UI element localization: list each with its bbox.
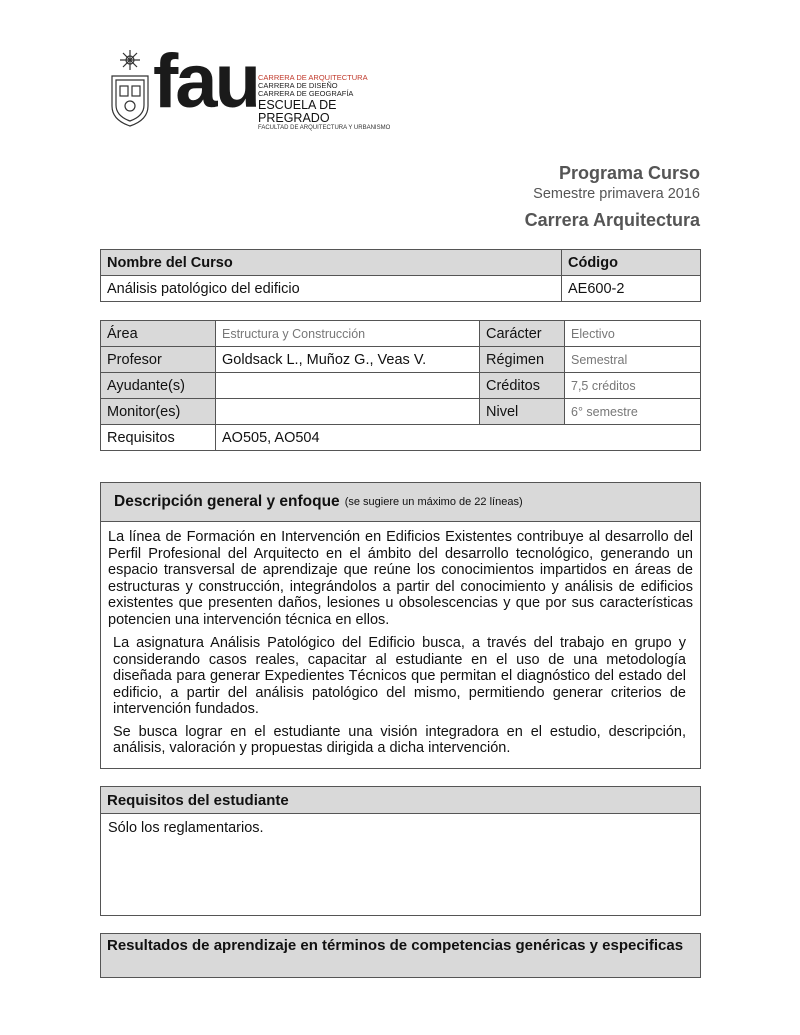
description-section (100, 482, 701, 769)
description-paragraph-1: La línea de Formación en Intervención en Edificios Existentes contribuye al desarrollo del Perfil Profesional del Arquitecto en el ámbito del desarrollo tecnológico, generando un espacio transversal de aprendizaje que reúne los conocimientos impartidos en áreas de estructuras y construcción, integrándolos a partir del conocimiento y análisis de edificios existentes que presenten daños, lesiones u obsolescencias y que por sus características potencien una intervención técnica en ellos. (108, 529, 693, 628)
description-title: Descripción general y enfoque (114, 493, 340, 510)
course-name-header: Nombre del Curso (101, 250, 562, 276)
logo-line-escuela: ESCUELA DE PREGRADO (258, 97, 337, 125)
logo-line-diseno: CARRERA DE DISEÑO (258, 80, 338, 90)
monitor-label: Monitor(es) (101, 399, 216, 425)
career-title: Carrera Arquitectura (524, 210, 700, 230)
description-subtitle: (se sugiere un máximo de 22 líneas) (344, 496, 523, 508)
monitor-value (216, 399, 480, 425)
nivel-label: Nivel (480, 399, 565, 425)
area-value: Estructura y Construcción (216, 321, 480, 347)
student-requirements-value: Sólo los reglamentarios. (108, 820, 264, 836)
area-label: Área (101, 321, 216, 347)
learning-results-section (100, 933, 701, 978)
description-paragraph-2: La asignatura Análisis Patológico del Edificio busca, a través del trabajo en grupo y considerando casos reales, capacitar al estudiante en el uso de una metodología diseñada para generar Expedientes Técnicos que permitan el diagnóstico del estado del edificio, a partir del análisis patológico del mismo, permitiendo generar criterios de intervención fundados. (113, 635, 686, 717)
profesor-value: Goldsack L., Muñoz G., Veas V. (216, 347, 480, 373)
ayudante-label: Ayudante(s) (101, 373, 216, 399)
description-paragraph-3: Se busca lograr en el estudiante una visión integradora en el estudio, descripción, análisis, valoración y propuestas dirigida a dicha intervención. (113, 723, 686, 756)
semester-label: Semestre primavera 2016 (533, 186, 700, 202)
requisitos-label: Requisitos (101, 425, 216, 451)
program-title: Programa Curso (558, 163, 700, 183)
fau-logo (108, 39, 398, 131)
course-table (100, 249, 701, 302)
student-requirements-title: Requisitos del estudiante (101, 787, 700, 814)
learning-results-title: Resultados de aprendizaje en términos de competencias genéricas y especificas (101, 934, 700, 977)
regimen-label: Régimen (480, 347, 565, 373)
logo-line-arquitectura: CARRERA DE ARQUITECTURA (258, 73, 368, 82)
description-header (101, 483, 700, 522)
student-requirements-section (100, 786, 701, 916)
requisitos-value: AO505, AO504 (216, 425, 701, 451)
regimen-value: Semestral (565, 347, 701, 373)
caracter-value: Electivo (565, 321, 701, 347)
course-details-table (100, 320, 701, 451)
university-crest-icon (108, 48, 152, 128)
brand-name: fau (153, 39, 258, 124)
course-code-header: Código (562, 250, 701, 276)
creditos-value: 7,5 créditos (565, 373, 701, 399)
course-name-value: Análisis patológico del edificio (101, 276, 562, 302)
logo-line-geografia: CARRERA DE GEOGRAFÍA (258, 88, 354, 98)
caracter-label: Carácter (480, 321, 565, 347)
profesor-label: Profesor (101, 347, 216, 373)
creditos-label: Créditos (480, 373, 565, 399)
ayudante-value (216, 373, 480, 399)
nivel-value: 6° semestre (565, 399, 701, 425)
logo-line-facultad: FACULTAD DE ARQUITECTURA Y URBANISMO (258, 124, 391, 131)
course-code-value: AE600-2 (562, 276, 701, 302)
